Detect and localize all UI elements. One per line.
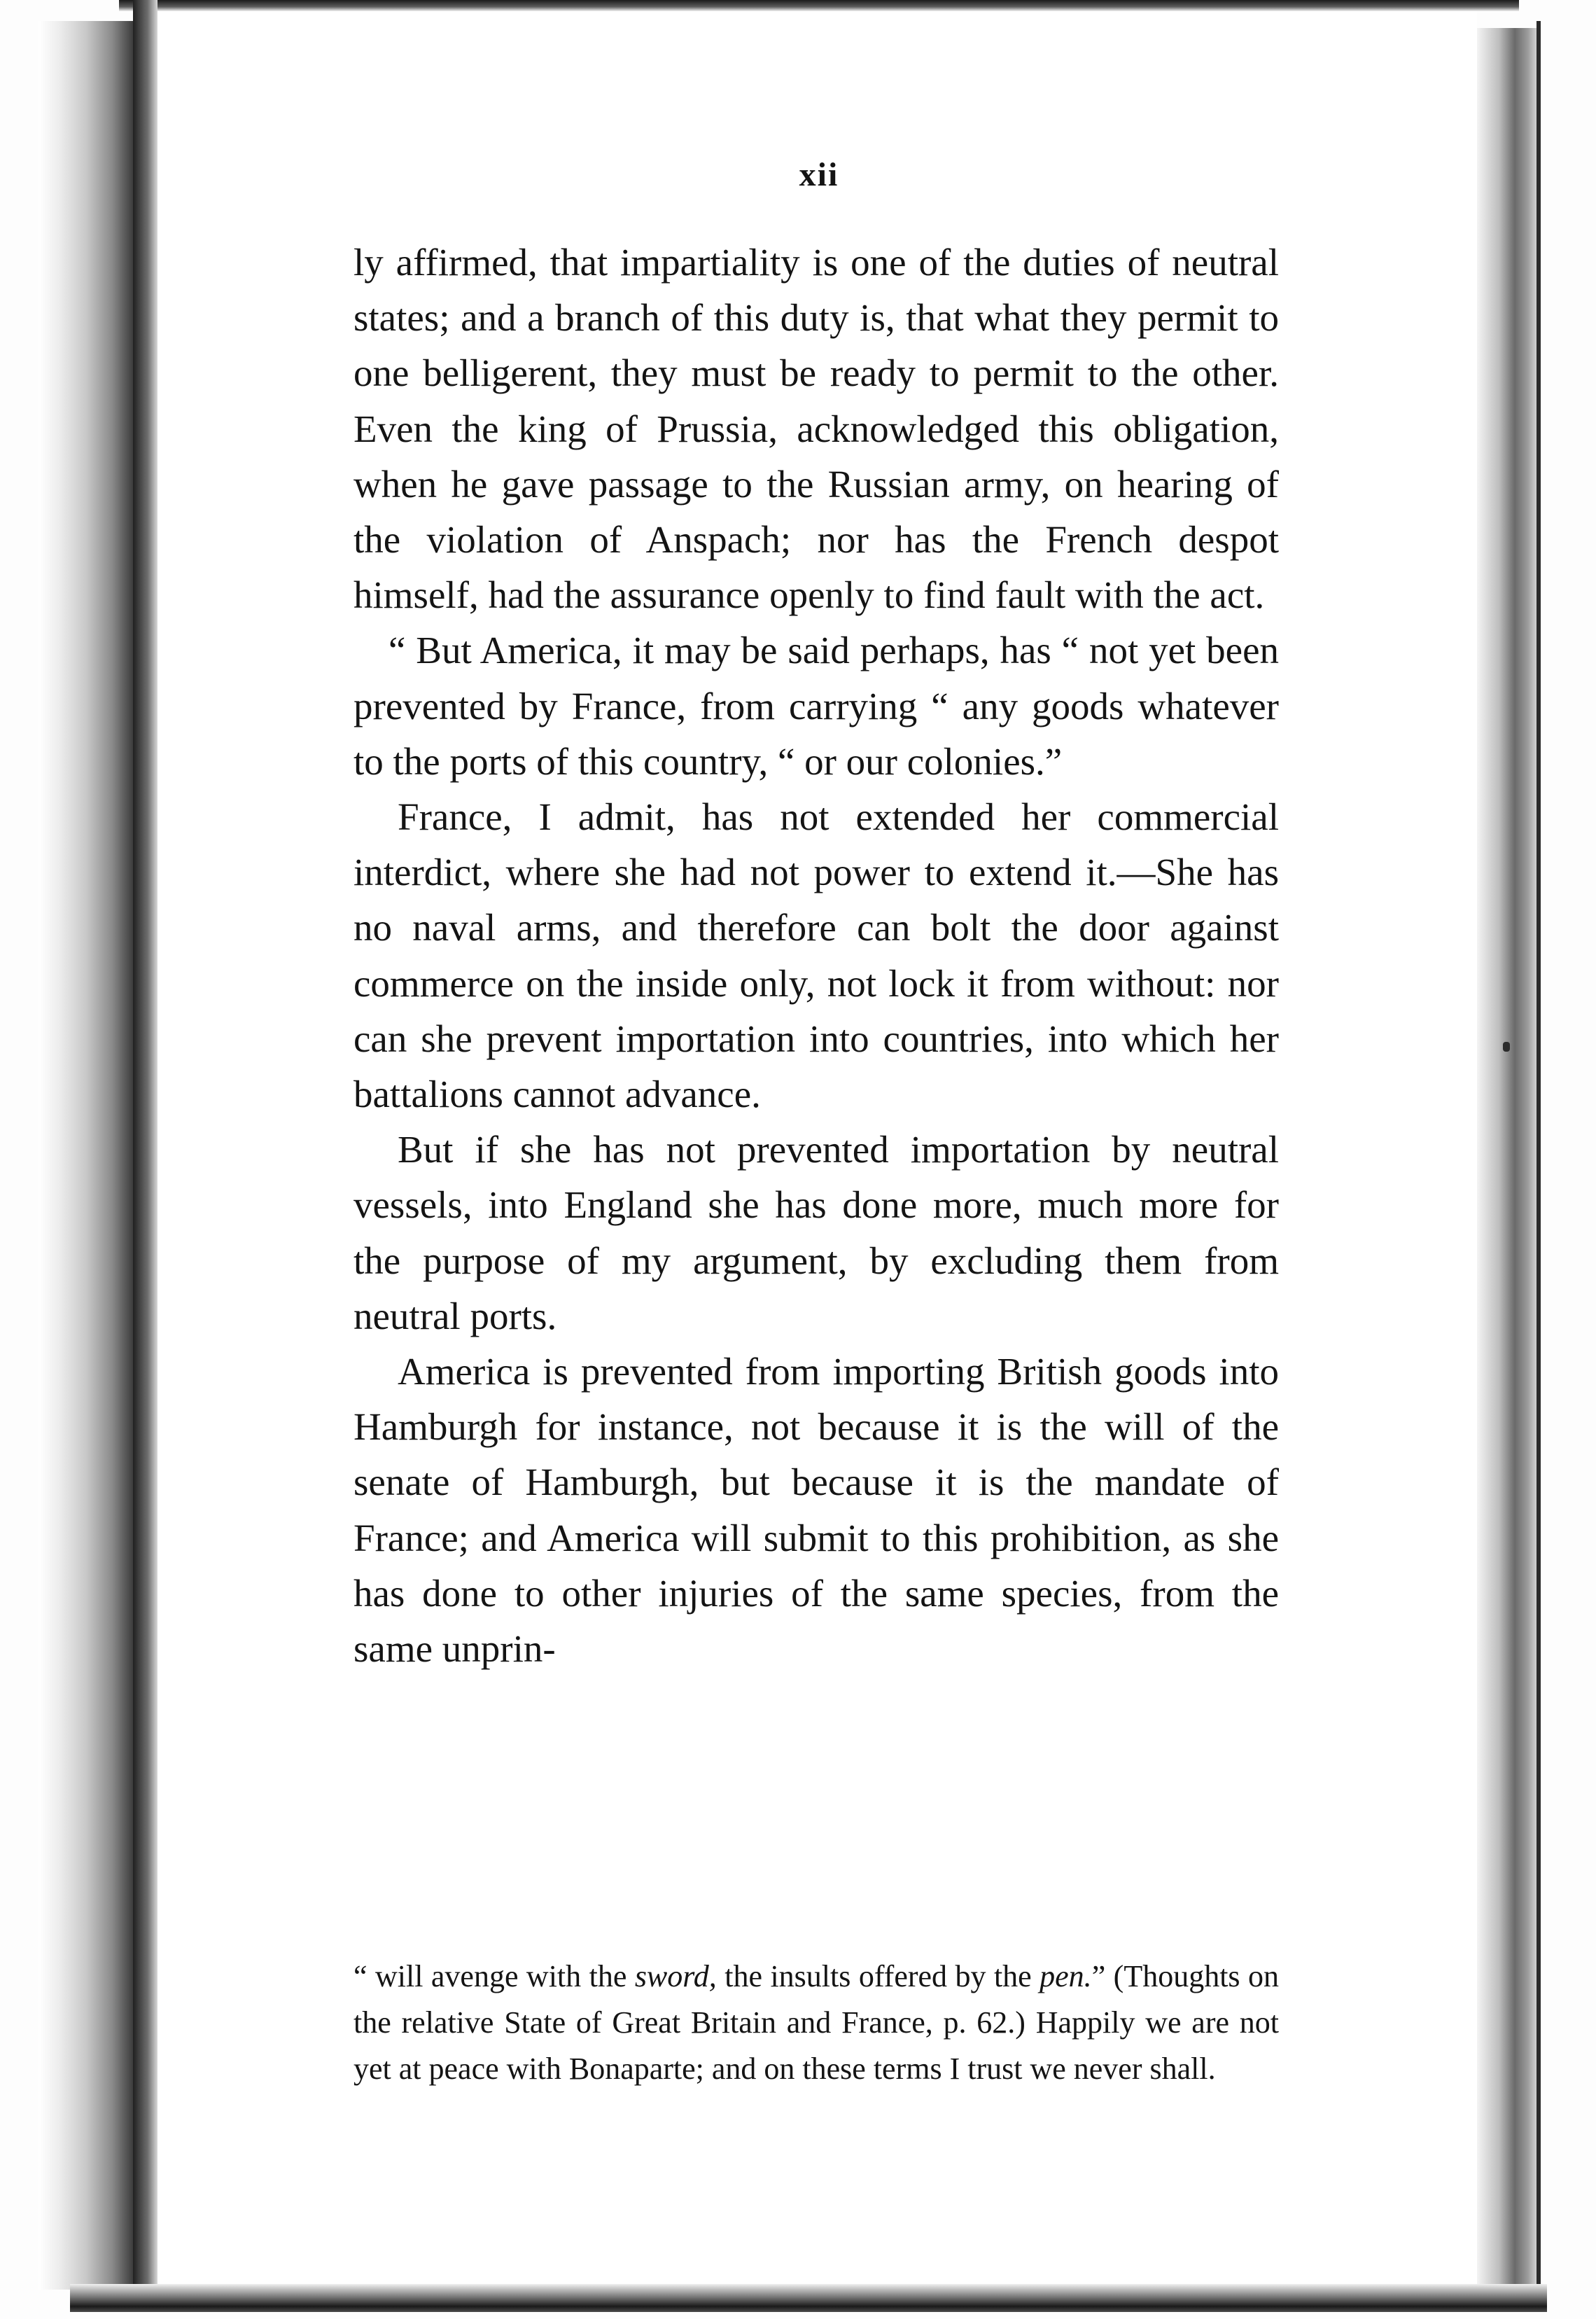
footnote-italic-sword: sword,	[634, 1959, 717, 1993]
footnote-part-2: the insults offered by the	[716, 1959, 1040, 1993]
page-number: xii	[799, 156, 839, 193]
left-binding-gutter	[133, 0, 158, 2304]
main-text	[354, 235, 1279, 1676]
right-page-edge-line	[1536, 21, 1541, 2290]
paragraph-1: ly affirmed, that impartiality is one of the duties of neutral states; and a branch of this duty is, that what they permit to one belligerent, they must be ready to permit to the other. Even the king of Prussia, acknowledged this obligation, when he gave passage to the Russian army, on hearing of the violation of Anspach; nor has the French despot himself, had the assurance openly to find fault with the act.	[354, 241, 1279, 617]
bottom-page-edge	[70, 2284, 1547, 2312]
footnote-italic-pen: pen.	[1040, 1959, 1092, 1993]
footnote-part-3: ” (Thoughts on the relative State of Great Britain and France, p. 62.) Happily we are not yet at peace with Bonaparte; and on these terms I trust we never shall.	[354, 1959, 1279, 2086]
paragraph-5: America is prevented from importing British goods into Hamburgh for instance, not because it is the will of the senate of Hamburgh, but because it is the mandate of France; and America will submit to this prohibition, as she has done to other injuries of the same species, from the same unprin-	[354, 1350, 1279, 1671]
paragraph-4: But if she has not prevented importation by neutral vessels, into England she has done more, much more for the purpose of my argument, by excluding them from neutral ports.	[354, 1128, 1279, 1337]
footnote	[354, 1954, 1279, 2092]
ink-speck	[1503, 1042, 1510, 1052]
footnote-part-1: “ will avenge with the	[354, 1959, 635, 1993]
right-page-edge-shadow	[1477, 28, 1540, 2297]
paragraph-2-quotation: “ But America, it may be said perhaps, has “ not yet been prevented by France, from carrying “ any goods whatever to the ports of this country, “ or our colonies.”	[354, 629, 1279, 783]
top-page-edge	[119, 0, 1519, 11]
paragraph-3: France, I admit, has not extended her commercial interdict, where she had not power to extend it.—She has no naval arms, and therefore can bolt the door against commerce on the inside only, not lock it from without: nor can she prevent importation into countries, into which her battalions cannot advance.	[354, 795, 1279, 1116]
footnote-text	[354, 1954, 1279, 2092]
